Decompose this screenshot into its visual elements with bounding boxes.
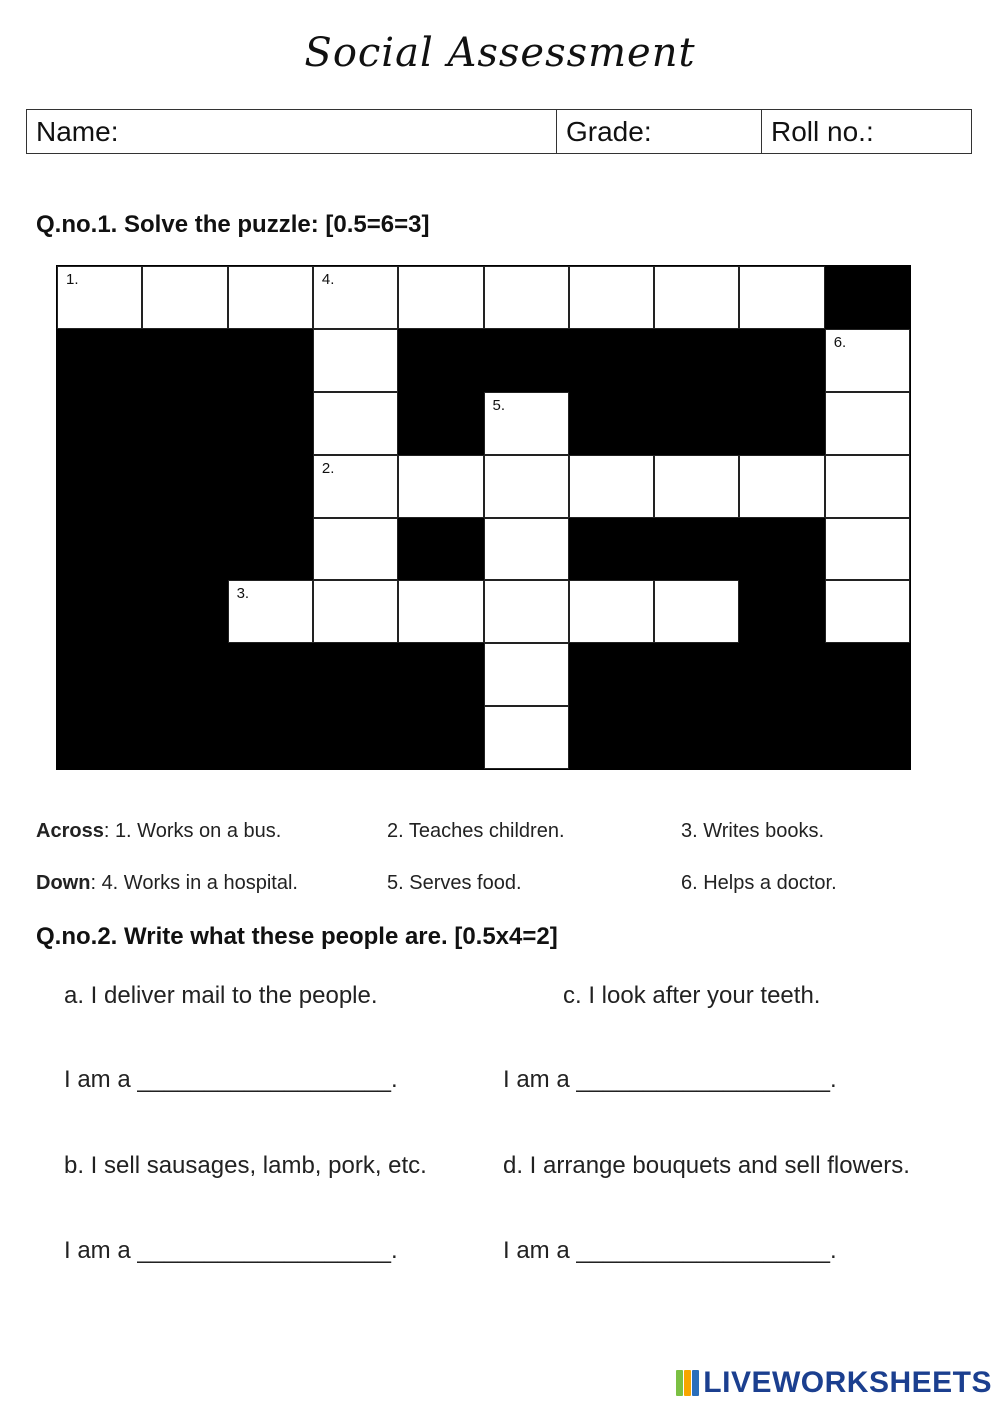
- crossword-cell[interactable]: [484, 392, 569, 455]
- crossword-cell[interactable]: [398, 266, 483, 329]
- crossword-cell[interactable]: [313, 266, 398, 329]
- crossword-cell[interactable]: [569, 580, 654, 643]
- crossword-blocked-cell: [739, 518, 824, 581]
- crossword-blocked-cell: [739, 706, 824, 769]
- crossword-clue-number: 4.: [321, 271, 335, 288]
- crossword-blocked-cell: [654, 392, 739, 455]
- crossword-blocked-cell: [739, 329, 824, 392]
- crossword-clue-number: 2.: [321, 459, 335, 477]
- crossword-clue-number: 1.: [66, 271, 79, 288]
- crossword-blocked-cell: [654, 706, 739, 769]
- question-2-heading: Q.no.2. Write what these people are. [0.5x4=2]: [36, 923, 558, 950]
- across-label: Across: [36, 820, 104, 842]
- crossword-blocked-cell: [142, 455, 227, 518]
- crossword-blocked-cell: [228, 706, 313, 769]
- crossword-clue-number: 6.: [833, 333, 847, 351]
- crossword-blocked-cell: [825, 266, 910, 329]
- liveworksheets-logo: [675, 1366, 992, 1400]
- crossword-blocked-cell: [57, 580, 142, 643]
- crossword-cell[interactable]: [825, 329, 910, 392]
- roll-no-field[interactable]: [762, 110, 971, 153]
- question-1-heading: Q.no.1. Solve the puzzle: [0.5=6=3]: [36, 211, 430, 238]
- crossword-cell[interactable]: [398, 455, 483, 518]
- crossword-cell[interactable]: [398, 580, 483, 643]
- across-clue-3: 3. Writes books.: [681, 820, 825, 842]
- crossword-blocked-cell: [313, 706, 398, 769]
- crossword-cell[interactable]: [825, 580, 910, 643]
- crossword-cell[interactable]: [484, 643, 569, 706]
- crossword-blocked-cell: [228, 643, 313, 706]
- crossword-cell[interactable]: [484, 518, 569, 581]
- crossword-blocked-cell: [142, 580, 227, 643]
- crossword-cell[interactable]: [484, 266, 569, 329]
- crossword-cell[interactable]: [569, 266, 654, 329]
- crossword-blocked-cell: [57, 329, 142, 392]
- crossword-blocked-cell: [739, 643, 824, 706]
- name-label: Name:: [36, 116, 119, 147]
- crossword-grid: [56, 265, 911, 770]
- crossword-blocked-cell: [825, 706, 910, 769]
- crossword-cell[interactable]: [739, 455, 824, 518]
- item-c-answer-line[interactable]: I am a ___________________.: [503, 1066, 837, 1093]
- crossword-blocked-cell: [654, 643, 739, 706]
- crossword-cell[interactable]: [484, 706, 569, 769]
- crossword-blocked-cell: [142, 329, 227, 392]
- across-clue-1: 1. Works on a bus.: [114, 820, 282, 842]
- crossword-cell[interactable]: [313, 329, 398, 392]
- item-b-text: b. I sell sausages, lamb, pork, etc.: [64, 1152, 427, 1179]
- crossword-cell[interactable]: [484, 455, 569, 518]
- crossword-cell[interactable]: [654, 455, 739, 518]
- item-a-text: a. I deliver mail to the people.: [64, 982, 378, 1009]
- crossword-cell[interactable]: [228, 266, 313, 329]
- crossword-blocked-cell: [569, 643, 654, 706]
- crossword-blocked-cell: [228, 518, 313, 581]
- crossword-blocked-cell: [142, 518, 227, 581]
- crossword-blocked-cell: [228, 455, 313, 518]
- crossword-blocked-cell: [825, 643, 910, 706]
- across-clues: Across: 1. Works on a bus. 2. Teaches children. 3. Writes books.: [36, 820, 825, 842]
- grade-field[interactable]: [557, 110, 762, 153]
- crossword-blocked-cell: [398, 706, 483, 769]
- crossword-blocked-cell: [484, 329, 569, 392]
- student-info-table: [26, 109, 972, 154]
- across-clue-2: 2. Teaches children.: [387, 820, 565, 842]
- down-label: Down: [36, 872, 91, 894]
- name-field[interactable]: [27, 110, 557, 153]
- crossword-blocked-cell: [654, 518, 739, 581]
- crossword-cell[interactable]: [313, 392, 398, 455]
- crossword-cell[interactable]: [825, 392, 910, 455]
- crossword-blocked-cell: [57, 706, 142, 769]
- crossword-cell[interactable]: [654, 266, 739, 329]
- crossword-blocked-cell: [569, 518, 654, 581]
- crossword-blocked-cell: [228, 329, 313, 392]
- down-clues: Down: 4. Works in a hospital. 5. Serves food. 6. Helps a doctor.: [36, 872, 837, 894]
- crossword-blocked-cell: [739, 580, 824, 643]
- crossword-cell[interactable]: [825, 455, 910, 518]
- crossword-clue-number: 3.: [236, 585, 250, 603]
- item-a-answer-line[interactable]: I am a ___________________.: [64, 1066, 398, 1093]
- crossword-blocked-cell: [398, 392, 483, 455]
- crossword-blocked-cell: [739, 392, 824, 455]
- crossword-blocked-cell: [569, 392, 654, 455]
- crossword-blocked-cell: [569, 329, 654, 392]
- crossword-cell[interactable]: [313, 455, 398, 518]
- crossword-blocked-cell: [142, 706, 227, 769]
- crossword-cell[interactable]: [142, 266, 227, 329]
- crossword-blocked-cell: [142, 392, 227, 455]
- crossword-blocked-cell: [57, 392, 142, 455]
- item-b-answer-line[interactable]: I am a ___________________.: [64, 1237, 398, 1264]
- page-title: Social Assessment: [304, 30, 696, 76]
- crossword-cell[interactable]: [57, 266, 142, 329]
- grade-label: Grade:: [566, 116, 652, 147]
- crossword-blocked-cell: [398, 518, 483, 581]
- crossword-blocked-cell: [228, 392, 313, 455]
- item-d-answer-line[interactable]: I am a ___________________.: [503, 1237, 837, 1264]
- liveworksheets-logo-text: LIVEWORKSHEETS: [703, 1366, 992, 1399]
- crossword-cell[interactable]: [569, 455, 654, 518]
- crossword-blocked-cell: [398, 329, 483, 392]
- crossword-blocked-cell: [57, 455, 142, 518]
- item-c-text: c. I look after your teeth.: [563, 982, 821, 1009]
- crossword-cell[interactable]: [313, 580, 398, 643]
- liveworksheets-logo-icon: [675, 1368, 701, 1398]
- crossword-blocked-cell: [313, 643, 398, 706]
- crossword-blocked-cell: [569, 706, 654, 769]
- crossword-blocked-cell: [57, 643, 142, 706]
- down-clue-4: 4. Works in a hospital.: [101, 872, 298, 894]
- crossword-cell[interactable]: [484, 580, 569, 643]
- crossword-clue-number: 5.: [492, 396, 506, 414]
- crossword-blocked-cell: [398, 643, 483, 706]
- crossword-cell[interactable]: [739, 266, 824, 329]
- down-clue-6: 6. Helps a doctor.: [681, 872, 837, 894]
- down-clue-5: 5. Serves food.: [387, 872, 522, 894]
- crossword-cell[interactable]: [313, 518, 398, 581]
- roll-no-label: Roll no.:: [771, 116, 874, 147]
- crossword-blocked-cell: [654, 329, 739, 392]
- crossword-blocked-cell: [142, 643, 227, 706]
- crossword-cell[interactable]: [654, 580, 739, 643]
- crossword-cell[interactable]: [825, 518, 910, 581]
- crossword-blocked-cell: [57, 518, 142, 581]
- crossword-cell[interactable]: [228, 580, 313, 643]
- item-d-text: d. I arrange bouquets and sell flowers.: [503, 1152, 910, 1179]
